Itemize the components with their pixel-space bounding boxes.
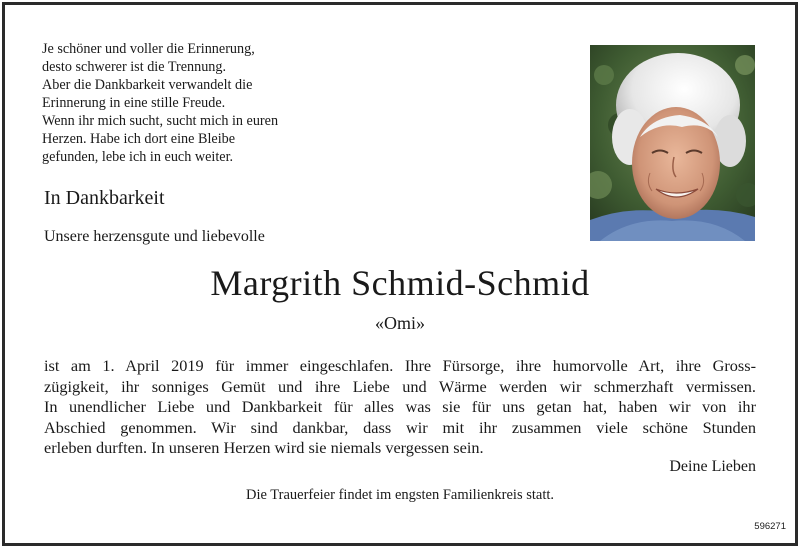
poem-line: Je schöner und voller die Erinnerung, bbox=[42, 41, 255, 57]
obituary-body bbox=[44, 356, 756, 459]
body-line: zügigkeit, ihr sonniges Gemüt und ihre Liebe und Wärme werden wir schmerzhaft vermissen. bbox=[44, 376, 756, 396]
ad-code: 596271 bbox=[754, 521, 786, 532]
body-line: In unendlicher Liebe und Dankbarkeit für alles was sie für uns getan hat, haben wir von ihr bbox=[44, 397, 756, 417]
poem-line: gefunden, lebe ich in euch weiter. bbox=[42, 149, 234, 165]
poem-line: Herzen. Habe ich dort eine Bleibe bbox=[42, 131, 236, 147]
deceased-name: Margrith Schmid-Schmid bbox=[210, 263, 590, 303]
poem bbox=[42, 40, 562, 166]
signoff: Deine Lieben bbox=[669, 458, 756, 475]
portrait-photo-image bbox=[590, 45, 755, 241]
funeral-note: Die Trauerfeier findet im engsten Familienkreis statt. bbox=[245, 487, 555, 503]
heading-in-dankbarkeit: In Dankbarkeit bbox=[44, 187, 165, 209]
body-line: erleben durften. In unseren Herzen wird sie niemals vergessen sein. bbox=[44, 438, 484, 458]
poem-line: Wenn ihr mich sucht, sucht mich in euren bbox=[42, 113, 279, 129]
poem-line: desto schwerer ist die Trennung. bbox=[42, 59, 227, 75]
portrait-photo bbox=[590, 45, 755, 241]
body-line: Abschied genommen. Wir sind dankbar, dass wir mit ihr zusammen viele schöne Stunden bbox=[44, 417, 756, 437]
intro-text: Unsere herzensgute und liebevolle bbox=[44, 228, 265, 245]
body-line: ist am 1. April 2019 für immer eingeschlafen. Ihre Fürsorge, ihre humorvolle Art, ihre Gross- bbox=[44, 356, 756, 375]
deceased-nickname: «Omi» bbox=[374, 313, 425, 333]
poem-line: Aber die Dankbarkeit verwandelt die bbox=[42, 77, 253, 93]
poem-line: Erinnerung in eine stille Freude. bbox=[42, 95, 226, 111]
